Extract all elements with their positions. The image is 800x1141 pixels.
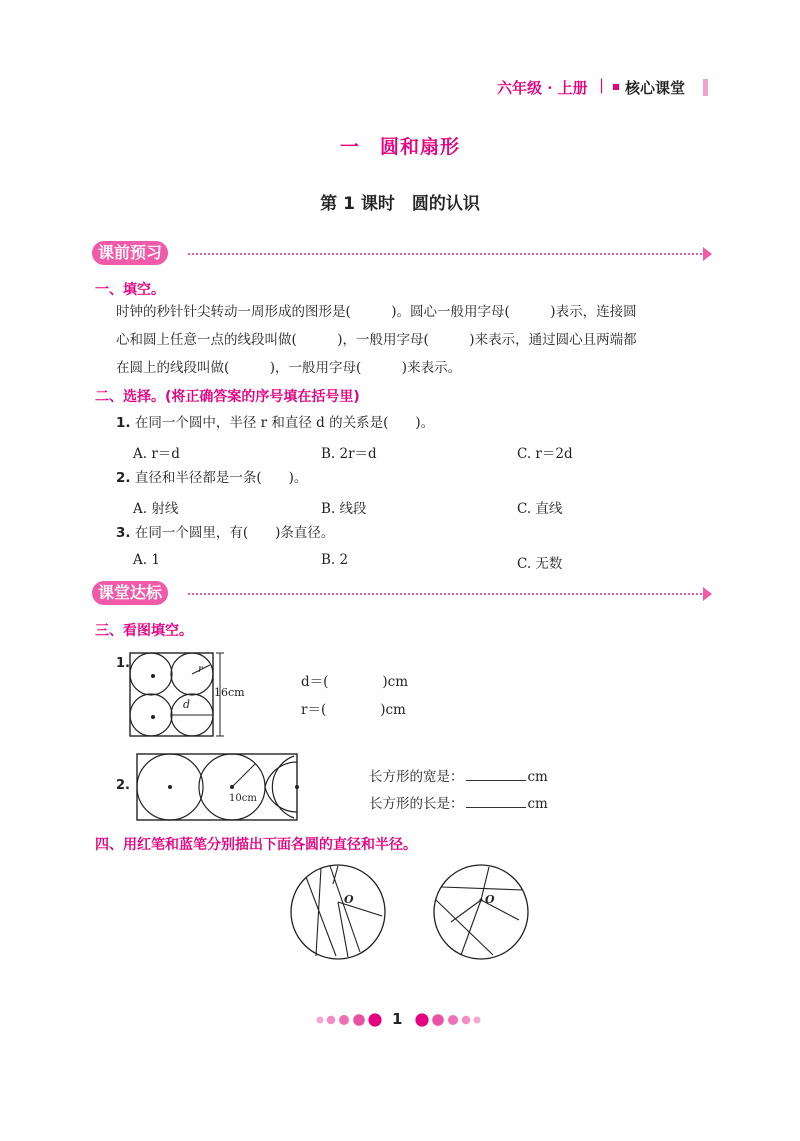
length-blank: [466, 795, 526, 808]
section4-title: 四、用红笔和蓝笔分别描出下面各圆的直径和半径。: [95, 837, 417, 853]
banner-dotted-line: [188, 593, 702, 595]
header-dot-icon: [613, 84, 619, 90]
exercise-circle-right: [431, 862, 531, 962]
section3-title: 三、看图填空。: [95, 623, 193, 639]
q1-option-a: A. r＝d: [133, 446, 180, 462]
figure-2-length-answer: [369, 792, 548, 812]
figure-2-length-prefix: 长方形的长是：: [369, 796, 464, 812]
question-1-num: 1.: [116, 415, 131, 431]
header-brand: 核心课堂: [625, 79, 686, 97]
arrow-right-icon: [703, 587, 712, 601]
section1-line-2: 心和圆上任意一点的线段叫做( )，一般用字母( )来表示，通过圆心且两端都: [116, 332, 637, 348]
figure-1-num: 1.: [116, 656, 130, 671]
q3-option-c: C. 无数: [517, 556, 563, 572]
figure-1-r-label: r: [198, 664, 203, 675]
section1-line-1: 时钟的秒针针尖转动一周形成的图形是( )。圆心一般用字母( )表示，连接圆: [116, 304, 637, 320]
page-number: 1: [392, 1010, 403, 1028]
question-3-text: 在同一个圆里，有( )条直径。: [134, 525, 335, 541]
banner-class-label: 课堂达标: [92, 581, 168, 605]
q3-option-b: B. 2: [321, 552, 349, 568]
question-1-text: 在同一个圆中，半径 r 和直径 d 的关系是( )。: [134, 415, 435, 431]
width-blank: [466, 768, 526, 781]
q1-option-c: C. r＝2d: [517, 446, 573, 462]
q3-option-a: A. 1: [133, 552, 160, 568]
figure-2-width-prefix: 长方形的宽是：: [369, 769, 464, 785]
figure-2-length-unit: cm: [527, 796, 548, 812]
banner-preview: [92, 241, 712, 267]
q1-option-b: B. 2r＝d: [321, 446, 377, 462]
header-grade: 六年级 · 上册: [497, 79, 588, 97]
q2-option-b: B. 线段: [321, 501, 367, 517]
header-bar-decoration: [703, 79, 708, 96]
figure-1-d-label: d: [183, 698, 191, 711]
figure-1-height-label: 16cm: [214, 686, 245, 699]
figure-2-length-label: 10cm: [229, 793, 257, 804]
header-separator: |: [599, 76, 605, 94]
lesson-title: 第 1 课时 圆的认识: [320, 194, 480, 214]
q2-option-a: A. 射线: [133, 501, 179, 517]
question-3: [116, 519, 334, 547]
figure-1-answer-r: r＝( )cm: [301, 702, 406, 718]
figure-2-num: 2.: [116, 778, 130, 793]
banner-class: [92, 581, 712, 607]
question-2: [116, 464, 307, 492]
right-circle-center-label: O: [485, 893, 495, 906]
page-footer: [0, 1010, 800, 1030]
arrow-right-icon: [703, 247, 712, 261]
figure-2-width-unit: cm: [527, 769, 548, 785]
question-2-num: 2.: [116, 470, 131, 486]
figure-1-answer-d: d＝( )cm: [301, 674, 409, 690]
section2-title: 二、选择。(将正确答案的序号填在括号里): [95, 389, 360, 405]
chapter-title: 一 圆和扇形: [339, 136, 460, 158]
left-circle-center-label: O: [344, 893, 354, 906]
question-2-text: 直径和半径都是一条( )。: [134, 470, 308, 486]
q2-option-c: C. 直线: [517, 501, 563, 517]
banner-preview-label: 课前预习: [92, 241, 168, 265]
question-1: [116, 409, 434, 437]
figure-2-three-circles: [135, 752, 300, 822]
section1-line-3: 在圆上的线段叫做( )，一般用字母( )来表示。: [116, 360, 462, 376]
exercise-circle-left: [288, 862, 388, 962]
question-3-num: 3.: [116, 525, 131, 541]
figure-2-width-answer: [369, 765, 548, 785]
banner-dotted-line: [188, 253, 702, 255]
section1-title: 一、填空。: [95, 282, 165, 298]
